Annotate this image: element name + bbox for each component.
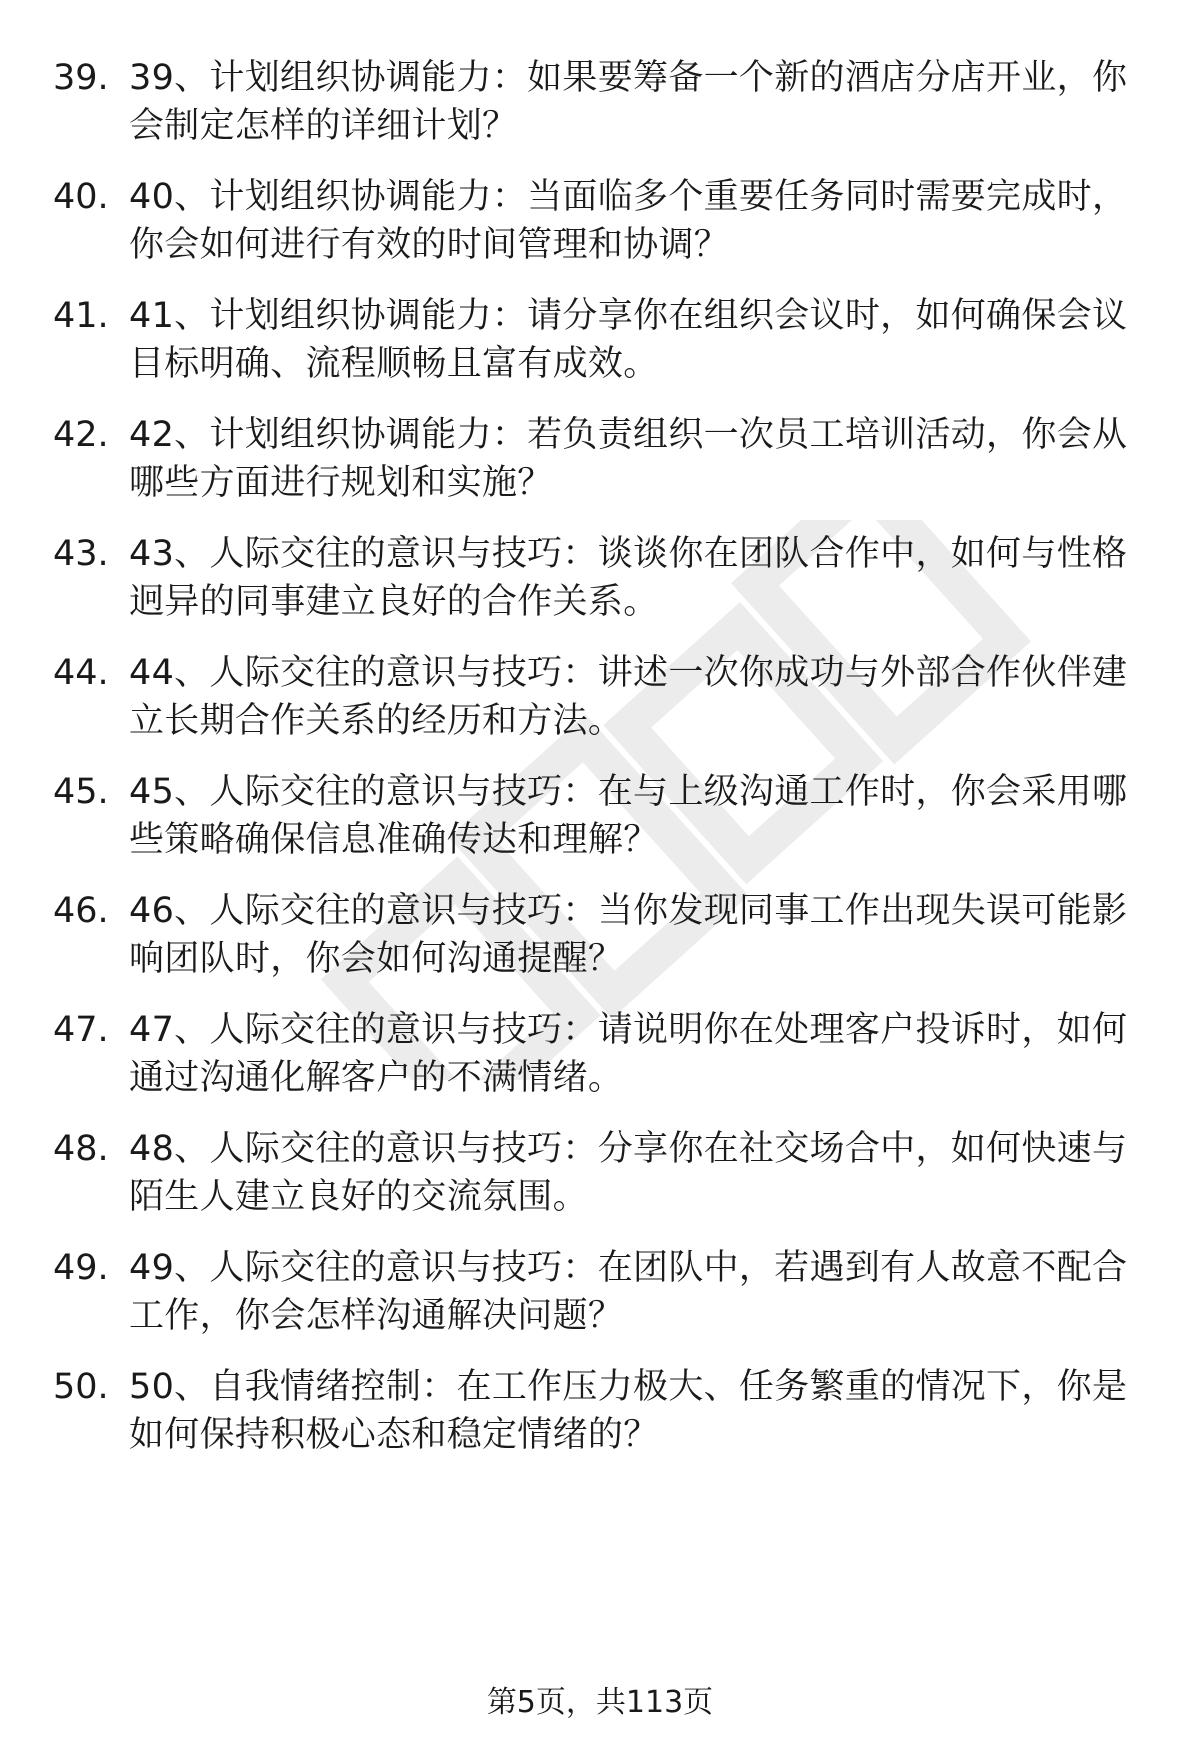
question-text: 45、人际交往的意识与技巧：在与上级沟通工作时，你会采用哪 些策略确保信息准确传达和理解？ — [129, 772, 1128, 860]
question-number: 43. — [53, 534, 109, 574]
question-text: 44、人际交往的意识与技巧：讲述一次你成功与外部合作伙伴建 立长期合作关系的经历和方法。 — [129, 653, 1128, 741]
question-text: 48、人际交往的意识与技巧：分享你在社交场合中，如何快速与 陌生人建立良好的交流氛围。 — [129, 1129, 1128, 1217]
question-number: 44. — [53, 653, 109, 693]
question-text: 40、计划组织协调能力：当面临多个重要任务同时需要完成时， 你会如何进行有效的时间管理和协调？ — [129, 177, 1128, 265]
question-item-48 — [0, 1125, 1200, 1235]
question-text: 50、自我情绪控制：在工作压力极大、任务繁重的情况下，你是 如何保持积极心态和稳定情绪的？ — [129, 1367, 1128, 1455]
question-item-42 — [0, 411, 1200, 521]
question-item-47 — [0, 1006, 1200, 1116]
question-text: 46、人际交往的意识与技巧：当你发现同事工作出现失误可能影 响团队时，你会如何沟通提醒？ — [129, 891, 1128, 979]
question-item-43 — [0, 530, 1200, 640]
question-item-46 — [0, 887, 1200, 997]
question-number: 39. — [53, 58, 109, 98]
question-item-49 — [0, 1244, 1200, 1354]
question-text: 42、计划组织协调能力：若负责组织一次员工培训活动，你会从 哪些方面进行规划和实施？ — [129, 415, 1128, 503]
question-number: 42. — [53, 415, 109, 455]
question-item-45 — [0, 768, 1200, 878]
page-footer: 第5页，共113页 — [486, 1685, 714, 1720]
question-number: 41. — [53, 296, 109, 336]
question-number: 46. — [53, 891, 109, 931]
question-text: 47、人际交往的意识与技巧：请说明你在处理客户投诉时，如何 通过沟通化解客户的不满情绪。 — [129, 1010, 1128, 1098]
question-item-50 — [0, 1363, 1200, 1473]
question-item-41 — [0, 292, 1200, 402]
question-item-39 — [0, 54, 1200, 164]
question-number: 47. — [53, 1010, 109, 1050]
question-text: 39、计划组织协调能力：如果要筹备一个新的酒店分店开业，你 会制定怎样的详细计划？ — [129, 58, 1128, 146]
question-text: 41、计划组织协调能力：请分享你在组织会议时，如何确保会议 目标明确、流程顺畅且富有成效。 — [129, 296, 1128, 384]
question-number: 48. — [53, 1129, 109, 1169]
question-number: 45. — [53, 772, 109, 812]
question-text: 43、人际交往的意识与技巧：谈谈你在团队合作中，如何与性格 迥异的同事建立良好的合作关系。 — [129, 534, 1128, 622]
question-item-44 — [0, 649, 1200, 759]
question-number: 49. — [53, 1248, 109, 1288]
question-item-40 — [0, 173, 1200, 283]
question-text: 49、人际交往的意识与技巧：在团队中，若遇到有人故意不配合 工作，你会怎样沟通解决问题？ — [129, 1248, 1128, 1336]
question-number: 40. — [53, 177, 109, 217]
question-number: 50. — [53, 1367, 109, 1407]
